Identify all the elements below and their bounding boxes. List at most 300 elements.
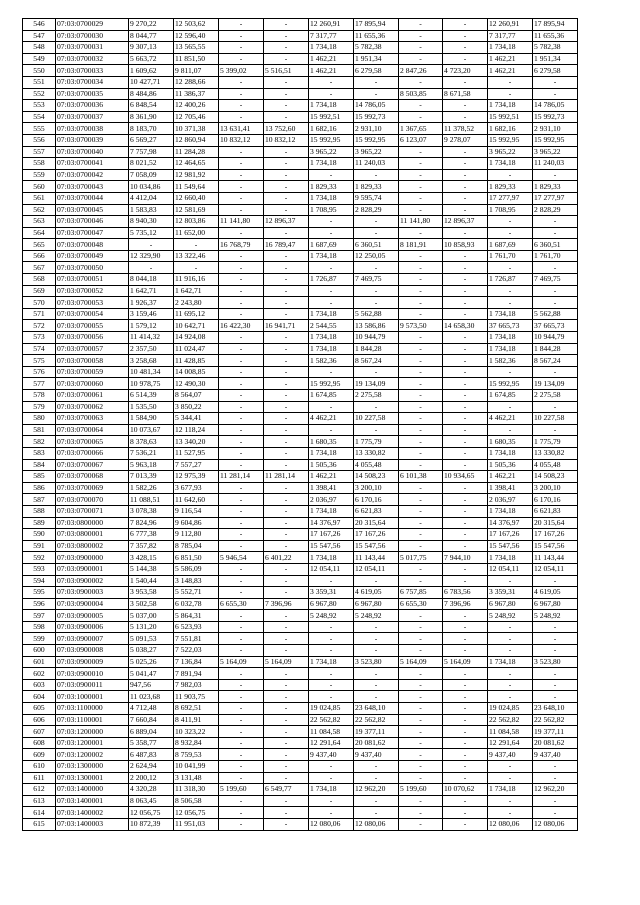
value-cell: 10 323,22	[174, 726, 219, 738]
row-number-cell: 569	[23, 285, 56, 297]
value-cell: -	[399, 355, 443, 367]
value-cell: -	[399, 749, 443, 761]
value-cell: 6 032,78	[174, 598, 219, 610]
value-cell: -	[219, 53, 264, 65]
code-cell: 07:03:0900004	[56, 598, 129, 610]
code-cell: 07:03:0700054	[56, 308, 129, 320]
code-cell: 07:03:0700047	[56, 227, 129, 239]
value-cell: -	[533, 88, 578, 100]
table-row	[23, 19, 578, 31]
code-cell: 07:03:0700050	[56, 262, 129, 274]
value-cell: 3 159,46	[129, 308, 174, 320]
value-cell: 15 992,95	[533, 134, 578, 146]
value-cell: 8 361,90	[129, 111, 174, 123]
code-cell: 07:03:0900009	[56, 656, 129, 668]
value-cell: 5 164,09	[443, 656, 488, 668]
code-cell: 07:03:0700032	[56, 53, 129, 65]
value-cell: -	[443, 668, 488, 680]
value-cell: 5 164,09	[219, 656, 264, 668]
value-cell: 1 708,95	[309, 204, 354, 216]
code-cell: 07:03:0700066	[56, 447, 129, 459]
row-number-cell: 568	[23, 274, 56, 286]
value-cell: -	[488, 621, 533, 633]
value-cell: -	[354, 668, 399, 680]
value-cell: 8 940,30	[129, 216, 174, 228]
value-cell: 1 462,21	[309, 471, 354, 483]
code-cell: 07:03:0700060	[56, 378, 129, 390]
value-cell: 1 535,50	[129, 401, 174, 413]
value-cell: 5 516,51	[264, 65, 309, 77]
value-cell: 3 965,22	[354, 146, 399, 158]
value-cell: 15 547,56	[488, 540, 533, 552]
value-cell: 20 081,62	[354, 737, 399, 749]
value-cell: 3 359,31	[309, 587, 354, 599]
value-cell: -	[399, 227, 443, 239]
value-cell: 8 183,70	[129, 123, 174, 135]
value-cell: -	[309, 668, 354, 680]
value-cell: -	[219, 807, 264, 819]
row-number-cell: 593	[23, 563, 56, 575]
value-cell: -	[488, 297, 533, 309]
value-cell: -	[443, 610, 488, 622]
value-cell: -	[354, 424, 399, 436]
code-cell: 07:03:0700029	[56, 19, 129, 31]
code-cell: 07:03:0700064	[56, 424, 129, 436]
value-cell: 5 091,53	[129, 633, 174, 645]
value-cell: -	[264, 100, 309, 112]
value-cell: 8 021,52	[129, 158, 174, 170]
value-cell: -	[264, 761, 309, 773]
value-cell: 5 782,38	[354, 42, 399, 54]
row-number-cell: 549	[23, 53, 56, 65]
value-cell: 1 734,18	[488, 308, 533, 320]
value-cell: 13 330,82	[354, 447, 399, 459]
value-cell: 1 582,26	[129, 482, 174, 494]
value-cell: -	[219, 459, 264, 471]
value-cell: 17 167,26	[309, 529, 354, 541]
value-cell: 8 567,24	[533, 355, 578, 367]
value-cell: -	[533, 76, 578, 88]
value-cell: -	[264, 88, 309, 100]
value-cell: 12 803,86	[174, 216, 219, 228]
value-cell: 10 858,93	[443, 239, 488, 251]
value-cell: -	[399, 250, 443, 262]
row-number-cell: 592	[23, 552, 56, 564]
value-cell: -	[264, 343, 309, 355]
table-row	[23, 610, 578, 622]
table-row	[23, 250, 578, 262]
value-cell: 11 281,14	[219, 471, 264, 483]
value-cell: 1 462,21	[488, 65, 533, 77]
value-cell: 7 982,03	[174, 679, 219, 691]
value-cell: 1 609,62	[129, 65, 174, 77]
value-cell: -	[264, 482, 309, 494]
value-cell: 6 655,30	[219, 598, 264, 610]
value-cell: 3 078,38	[129, 505, 174, 517]
value-cell: 5 963,18	[129, 459, 174, 471]
code-cell: 07:03:0700062	[56, 401, 129, 413]
row-number-cell: 557	[23, 146, 56, 158]
row-number-cell: 609	[23, 749, 56, 761]
value-cell: -	[399, 714, 443, 726]
value-cell: 5 025,26	[129, 656, 174, 668]
value-cell: 6 523,93	[174, 621, 219, 633]
value-cell: 1 734,18	[309, 447, 354, 459]
value-cell: 2 200,12	[129, 772, 174, 784]
value-cell: -	[309, 227, 354, 239]
value-cell: -	[399, 401, 443, 413]
value-cell: 10 427,71	[129, 76, 174, 88]
value-cell: -	[354, 285, 399, 297]
value-cell: -	[443, 111, 488, 123]
value-cell: -	[354, 575, 399, 587]
code-cell: 07:03:1200000	[56, 726, 129, 738]
code-cell: 07:03:0900005	[56, 610, 129, 622]
row-number-cell: 610	[23, 761, 56, 773]
value-cell: 1 505,36	[309, 459, 354, 471]
row-number-cell: 600	[23, 645, 56, 657]
value-cell: -	[399, 691, 443, 703]
row-number-cell: 596	[23, 598, 56, 610]
value-cell: 2 275,58	[354, 390, 399, 402]
value-cell: 23 648,10	[533, 703, 578, 715]
value-cell: 6 360,51	[354, 239, 399, 251]
value-cell: 14 008,85	[174, 366, 219, 378]
row-number-cell: 612	[23, 784, 56, 796]
value-cell: -	[354, 227, 399, 239]
value-cell: -	[399, 111, 443, 123]
value-cell: 9 604,86	[174, 517, 219, 529]
value-cell: 3 523,80	[354, 656, 399, 668]
row-number-cell: 555	[23, 123, 56, 135]
value-cell: 12 260,91	[309, 19, 354, 31]
row-number-cell: 597	[23, 610, 56, 622]
value-cell: 1 844,28	[354, 343, 399, 355]
value-cell: 6 889,04	[129, 726, 174, 738]
value-cell: 9 437,40	[533, 749, 578, 761]
value-cell: -	[264, 737, 309, 749]
row-number-cell: 599	[23, 633, 56, 645]
value-cell: -	[399, 30, 443, 42]
value-cell: -	[488, 795, 533, 807]
value-cell: -	[174, 262, 219, 274]
value-cell: 12 054,11	[354, 563, 399, 575]
value-cell: -	[264, 459, 309, 471]
table-row	[23, 88, 578, 100]
value-cell: -	[399, 447, 443, 459]
value-cell: -	[219, 308, 264, 320]
value-cell: -	[309, 772, 354, 784]
value-cell: -	[488, 633, 533, 645]
value-cell: -	[309, 285, 354, 297]
row-number-cell: 581	[23, 424, 56, 436]
table-row	[23, 181, 578, 193]
value-cell: 6 401,22	[264, 552, 309, 564]
value-cell: -	[399, 459, 443, 471]
value-cell: 1 734,18	[309, 42, 354, 54]
value-cell: 22 562,82	[309, 714, 354, 726]
value-cell: -	[219, 227, 264, 239]
value-cell: 4 462,21	[488, 413, 533, 425]
value-cell: -	[399, 761, 443, 773]
code-cell: 07:03:0700035	[56, 88, 129, 100]
value-cell: 17 277,97	[488, 192, 533, 204]
value-cell: -	[219, 274, 264, 286]
value-cell: -	[219, 262, 264, 274]
row-number-cell: 601	[23, 656, 56, 668]
value-cell: 1 505,36	[488, 459, 533, 471]
code-cell: 07:03:0700055	[56, 320, 129, 332]
value-cell: -	[488, 285, 533, 297]
row-number-cell: 606	[23, 714, 56, 726]
value-cell: 1 734,18	[309, 552, 354, 564]
table-row	[23, 818, 578, 830]
value-cell: 5 782,38	[533, 42, 578, 54]
value-cell: -	[264, 505, 309, 517]
value-cell: -	[264, 250, 309, 262]
value-cell: 12 581,69	[174, 204, 219, 216]
value-cell: 3 148,83	[174, 575, 219, 587]
value-cell: -	[443, 575, 488, 587]
code-cell: 07:03:0700038	[56, 123, 129, 135]
value-cell: 11 240,03	[354, 158, 399, 170]
value-cell: -	[533, 575, 578, 587]
table-body	[23, 19, 578, 831]
value-cell: 5 399,02	[219, 65, 264, 77]
row-number-cell: 590	[23, 529, 56, 541]
value-cell: 10 481,34	[129, 366, 174, 378]
value-cell: 7 058,09	[129, 169, 174, 181]
value-cell: 12 896,37	[443, 216, 488, 228]
row-number-cell: 608	[23, 737, 56, 749]
value-cell: 12 464,65	[174, 158, 219, 170]
value-cell: 7 469,75	[533, 274, 578, 286]
value-cell: -	[399, 610, 443, 622]
row-number-cell: 602	[23, 668, 56, 680]
value-cell: -	[488, 691, 533, 703]
value-cell: -	[354, 772, 399, 784]
value-cell: 12 596,40	[174, 30, 219, 42]
code-cell: 07:03:0700052	[56, 285, 129, 297]
value-cell: 7 824,96	[129, 517, 174, 529]
value-cell: -	[219, 621, 264, 633]
value-cell: 19 024,85	[488, 703, 533, 715]
value-cell: 1 734,18	[488, 332, 533, 344]
value-cell: 5 038,27	[129, 645, 174, 657]
value-cell: -	[399, 517, 443, 529]
value-cell: -	[219, 390, 264, 402]
value-cell: -	[219, 714, 264, 726]
value-cell: -	[309, 761, 354, 773]
value-cell: 8 932,84	[174, 737, 219, 749]
table-row	[23, 262, 578, 274]
row-number-cell: 556	[23, 134, 56, 146]
value-cell: -	[533, 668, 578, 680]
row-number-cell: 614	[23, 807, 56, 819]
value-cell: 3 523,80	[533, 656, 578, 668]
table-row	[23, 784, 578, 796]
value-cell: 11 281,14	[264, 471, 309, 483]
value-cell: 4 619,05	[533, 587, 578, 599]
value-cell: 10 227,58	[354, 413, 399, 425]
value-cell: -	[399, 621, 443, 633]
value-cell: 5 037,00	[129, 610, 174, 622]
value-cell: -	[309, 424, 354, 436]
value-cell: 15 992,51	[309, 111, 354, 123]
value-cell: 1 583,83	[129, 204, 174, 216]
row-number-cell: 567	[23, 262, 56, 274]
value-cell: 1 734,18	[488, 784, 533, 796]
value-cell: 6 569,27	[129, 134, 174, 146]
value-cell: 1 734,18	[309, 308, 354, 320]
value-cell: 6 967,80	[533, 598, 578, 610]
value-cell: -	[443, 158, 488, 170]
value-cell: 10 227,58	[533, 413, 578, 425]
table-row	[23, 552, 578, 564]
value-cell: 10 872,39	[129, 818, 174, 830]
value-cell: -	[488, 575, 533, 587]
value-cell: 14 508,23	[533, 471, 578, 483]
value-cell: 11 549,64	[174, 181, 219, 193]
table-row	[23, 795, 578, 807]
value-cell: -	[309, 807, 354, 819]
value-cell: 1 761,70	[488, 250, 533, 262]
value-cell: 6 851,50	[174, 552, 219, 564]
value-cell: -	[264, 633, 309, 645]
code-cell: 07:03:0700031	[56, 42, 129, 54]
code-cell: 07:03:0700056	[56, 332, 129, 344]
value-cell: -	[219, 447, 264, 459]
value-cell: -	[488, 216, 533, 228]
value-cell: 7 557,27	[174, 459, 219, 471]
value-cell: 5 164,09	[264, 656, 309, 668]
table-row	[23, 737, 578, 749]
value-cell: 1 398,41	[488, 482, 533, 494]
value-cell: 11 527,95	[174, 447, 219, 459]
code-cell: 07:03:0700049	[56, 250, 129, 262]
value-cell: -	[264, 563, 309, 575]
code-cell: 07:03:0900007	[56, 633, 129, 645]
value-cell: 5 586,09	[174, 563, 219, 575]
value-cell: 3 953,58	[129, 587, 174, 599]
value-cell: -	[219, 158, 264, 170]
code-cell: 07:03:0900001	[56, 563, 129, 575]
value-cell: 11 024,47	[174, 343, 219, 355]
value-cell: 3 502,58	[129, 598, 174, 610]
value-cell: 17 277,97	[533, 192, 578, 204]
value-cell: -	[533, 424, 578, 436]
value-cell: 6 123,07	[399, 134, 443, 146]
value-cell: 12 981,92	[174, 169, 219, 181]
value-cell: 9 437,40	[354, 749, 399, 761]
value-cell: -	[399, 436, 443, 448]
value-cell: 7 317,77	[309, 30, 354, 42]
value-cell: 4 462,21	[309, 413, 354, 425]
table-row	[23, 726, 578, 738]
value-cell: -	[443, 529, 488, 541]
value-cell: 3 200,10	[533, 482, 578, 494]
value-cell: 7 013,39	[129, 471, 174, 483]
code-cell: 07:03:0700065	[56, 436, 129, 448]
table-row	[23, 413, 578, 425]
value-cell: 3 258,68	[129, 355, 174, 367]
value-cell: -	[219, 436, 264, 448]
value-cell: -	[399, 100, 443, 112]
value-cell: -	[264, 401, 309, 413]
value-cell: -	[219, 366, 264, 378]
value-cell: -	[219, 563, 264, 575]
value-cell: -	[264, 366, 309, 378]
value-cell: -	[219, 19, 264, 31]
value-cell: 10 642,71	[174, 320, 219, 332]
value-cell: 11 284,28	[174, 146, 219, 158]
value-cell: -	[443, 146, 488, 158]
value-cell: 17 167,26	[533, 529, 578, 541]
table-row	[23, 679, 578, 691]
value-cell: 1 844,28	[533, 343, 578, 355]
value-cell: -	[219, 42, 264, 54]
value-cell: 11 084,58	[309, 726, 354, 738]
value-cell: -	[533, 227, 578, 239]
value-cell: 1 674,85	[488, 390, 533, 402]
value-cell: 1 734,18	[309, 505, 354, 517]
code-cell: 07:03:0700053	[56, 297, 129, 309]
value-cell: -	[129, 239, 174, 251]
value-cell: 20 315,64	[533, 517, 578, 529]
table-row	[23, 447, 578, 459]
value-cell: -	[399, 633, 443, 645]
value-cell: 22 562,82	[354, 714, 399, 726]
value-cell: -	[399, 390, 443, 402]
value-cell: 14 786,05	[354, 100, 399, 112]
value-cell: -	[533, 401, 578, 413]
value-cell: 1 682,16	[488, 123, 533, 135]
value-cell: 6 279,58	[354, 65, 399, 77]
value-cell: 15 547,56	[354, 540, 399, 552]
value-cell: -	[443, 459, 488, 471]
code-cell: 07:03:0700042	[56, 169, 129, 181]
value-cell: -	[399, 795, 443, 807]
value-cell: -	[443, 390, 488, 402]
value-cell: 12 054,11	[533, 563, 578, 575]
value-cell: 9 307,13	[129, 42, 174, 54]
value-cell: 14 376,97	[488, 517, 533, 529]
value-cell: 14 924,08	[174, 332, 219, 344]
row-number-cell: 558	[23, 158, 56, 170]
value-cell: -	[488, 88, 533, 100]
value-cell: -	[443, 726, 488, 738]
value-cell: 12 400,26	[174, 100, 219, 112]
value-cell: -	[219, 146, 264, 158]
row-number-cell: 575	[23, 355, 56, 367]
table-row	[23, 691, 578, 703]
table-row	[23, 714, 578, 726]
value-cell: -	[399, 53, 443, 65]
value-cell: -	[264, 297, 309, 309]
value-cell: 6 487,83	[129, 749, 174, 761]
row-number-cell: 585	[23, 471, 56, 483]
value-cell: 1 642,71	[129, 285, 174, 297]
value-cell: -	[174, 239, 219, 251]
value-cell: 12 705,46	[174, 111, 219, 123]
value-cell: -	[219, 401, 264, 413]
value-cell: -	[219, 378, 264, 390]
value-cell: 1 761,70	[533, 250, 578, 262]
value-cell: 4 055,48	[533, 459, 578, 471]
value-cell: -	[264, 285, 309, 297]
code-cell: 07:03:1300001	[56, 772, 129, 784]
table-row	[23, 204, 578, 216]
